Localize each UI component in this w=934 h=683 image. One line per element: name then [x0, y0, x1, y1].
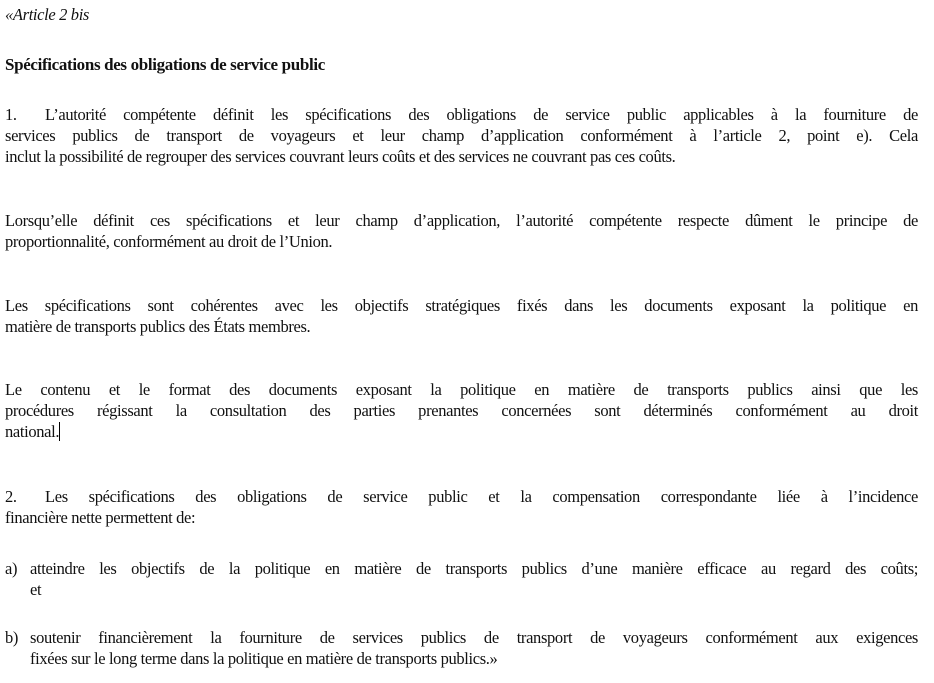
- paragraph-line: matière de transports publics des États membres.: [5, 317, 311, 336]
- paragraph-line: [5, 486, 918, 507]
- heading-text: Spécifications des obligations de service public: [5, 55, 325, 74]
- paragraph-number: 2.: [5, 487, 17, 506]
- paragraph-line: proportionnalité, conformément au droit de l’Union.: [5, 232, 333, 251]
- paragraph-line: [5, 421, 918, 442]
- paragraph-1: [5, 104, 918, 167]
- paragraph-number: 1.: [5, 105, 17, 124]
- paragraph-line: fixées sur le long terme dans la politique en matière de transports publics.»: [30, 649, 498, 668]
- paragraph-line: [5, 104, 918, 125]
- article-title-text: «Article 2 bis: [5, 5, 90, 24]
- paragraph-5: [5, 486, 918, 528]
- text-cursor: [59, 422, 60, 441]
- line-text: Les spécifications des obligations de service public et la compensation correspondante liée à l’incidence: [45, 487, 918, 506]
- line-text: L’autorité compétente définit les spécifications des obligations de service public applicables à la fourniture de: [45, 105, 918, 124]
- paragraph-line: Lorsqu’elle définit ces spécifications et leur champ d’application, l’autorité compétente respecte dûment le principe de: [5, 211, 918, 230]
- paragraph-line: atteindre les objectifs de la politique en matière de transports publics d’une manière efficace au regard des coûts;: [30, 559, 918, 578]
- paragraph-2: [5, 210, 918, 252]
- paragraph-line: et: [30, 580, 42, 599]
- list-item-label: b): [5, 628, 19, 647]
- line-text: national.: [5, 422, 60, 441]
- paragraph-line: soutenir financièrement la fourniture de services publics de transport de voyageurs conformément aux exigences: [30, 628, 918, 647]
- list-item-a: [5, 558, 918, 600]
- list-item-b: [5, 627, 918, 669]
- paragraph-line: inclut la possibilité de regrouper des services couvrant leurs coûts et des services ne couvrant pas ces coûts.: [5, 147, 676, 166]
- article-title: [5, 4, 918, 25]
- paragraph-line: financière nette permettent de:: [5, 508, 196, 527]
- paragraph-4[interactable]: [5, 379, 918, 442]
- list-item-label: a): [5, 559, 18, 578]
- paragraph-3: [5, 295, 918, 337]
- paragraph-line: services publics de transport de voyageurs et leur champ d’application conformément à l’article 2, point e). Cela: [5, 126, 918, 145]
- section-heading: [5, 54, 918, 75]
- paragraph-line: Les spécifications sont cohérentes avec les objectifs stratégiques fixés dans les documents exposant la politique en: [5, 296, 918, 315]
- paragraph-line: procédures régissant la consultation des parties prenantes concernées sont déterminés conformément au droit: [5, 401, 918, 420]
- paragraph-line: Le contenu et le format des documents exposant la politique en matière de transports publics ainsi que les: [5, 380, 918, 399]
